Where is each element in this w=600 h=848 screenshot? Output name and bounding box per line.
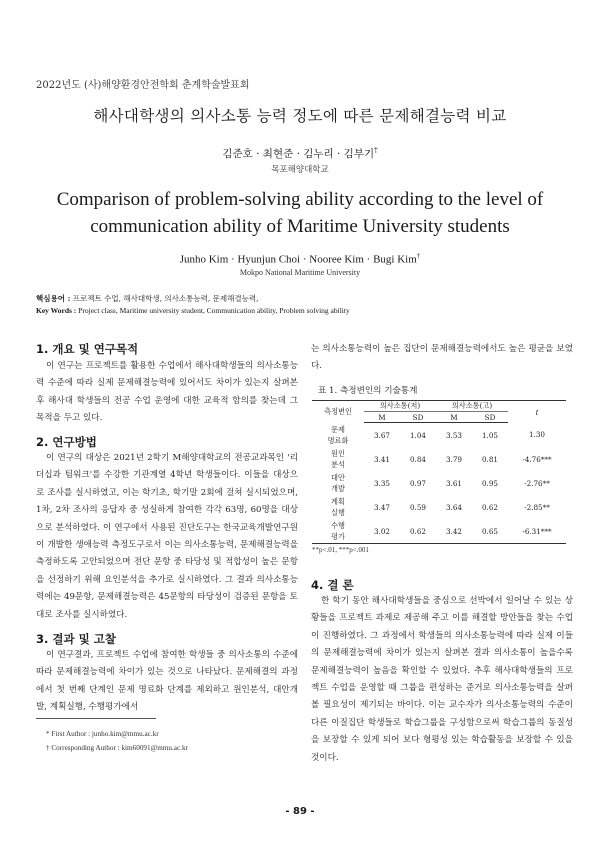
table-header-m-low: M — [364, 412, 400, 423]
keywords-english-text: Project class, Maritime university student, Communication ability, Problem solving ability — [78, 306, 350, 315]
authors-korean-names: 김준호 · 최현준 · 김누리 · 김부기 — [222, 148, 375, 160]
section-1-text: 이 연구는 프로젝트를 활용한 수업에서 해사대학생들의 의사소통능력 수준에 따라 실제 문제해결능력에 있어서도 차이가 있는지 살펴본 후 해사대 학생들의 전공 수업 운영에 대한 교육적 함의를 찾는데 그 목적을 두고 있다. — [36, 361, 298, 424]
stats-table — [312, 400, 566, 544]
table-cell-variable: 원인 분석 — [331, 449, 345, 469]
table-cell-variable: 대안 개발 — [331, 473, 345, 493]
table-header-low: 의사소통(저) — [364, 401, 436, 412]
footnote-corresponding-author-text: Corresponding Author : kim60091@mmu.ac.kr — [51, 744, 188, 752]
authors-korean — [0, 146, 600, 161]
table-row — [312, 519, 566, 544]
table-header-t: t — [508, 401, 566, 423]
table-cell: 3.47 — [373, 502, 390, 512]
section-4-text: 한 학기 동안 해사대학생들을 중심으로 선박에서 일어날 수 있는 상황들을 프로젝트 과제로 제공해 주고 이를 해결할 방안들을 찾는 수업이 진행하였다. 그 과정에서 학생들의 의사소통능력에 따라 실제 이들의 문제해결능력에 차이가 있는지 살펴본 결과 의사소통이 높을수록 문제해결능력이 높음을 확인할 수 있었다. 추후 해사대학생들의 프로젝트 수업을 운영할 때 그룹을 편성하는 준거로 의사소통능력을 살펴볼 필요성이 제기되는 바이다. 이는 교수자가 의사소통능력의 수준이 다른 이질집단 학생들로 학습그룹을 구성함으로써 학습그룹의 동질성을 보장할 수 있게 되어 보다 형평성 있는 학습활동을 보장할 수 있을 것이다. — [311, 596, 573, 763]
table-cell: 3.67 — [373, 430, 390, 440]
table-header-sd-high: SD — [472, 412, 508, 423]
table-cell-variable: 계획 실행 — [331, 497, 345, 517]
table-cell: 3.53 — [445, 430, 462, 440]
stats-table-wrapper — [312, 400, 566, 554]
table-cell: 0.97 — [409, 478, 426, 488]
footnote-corresponding-author-mark: † — [46, 744, 50, 752]
table-cell: 0.84 — [409, 454, 426, 464]
table-cell: 3.02 — [364, 519, 400, 544]
section-3-heading: 3. 결과 및 고찰 — [36, 632, 116, 646]
title-english-line1: Comparison of problem-solving ability according to the level of — [56, 189, 544, 210]
table-cell: 0.81 — [481, 454, 498, 464]
footnote-first-author-text: First Author : junho.kim@mmu.ac.kr — [51, 730, 159, 738]
table-cell: 1.04 — [409, 430, 426, 440]
section-3-text: 이 연구결과, 프로젝트 수업에 참여한 학생들 중 의사소통의 수준에 따라 문제해결능력에 차이가 있는 것으로 나타났다. 문제해결의 과정에서 첫 번째 단계인 문제 명료화 단계를 제외하고 원인분석, 대안개발, 계획실행, 수행평가에서 — [36, 650, 298, 713]
page-number: - 89 - — [285, 806, 315, 817]
authors-english — [0, 252, 600, 266]
table-cell-t: -4.76*** — [522, 454, 552, 464]
section-2-text: 이 연구의 대상은 2021년 2학기 M해양대학교의 전공교과목인 '리더십과 팀워크'를 수강한 기관계열 4학년 학생들이다. 이들을 대상으로 조사를 실시하였고, 이는 학기초, 학기말 2회에 걸쳐 실시되었으며, 1차, 2차 조사의 응답자 중 성실하게 참여한 각각 63명, 60명을 대상으로 분석하였다. 이 연구에서 사용된 진단도구는 한국교육개발연구원이 개발한 생애능력 측정도구로서 이는 의사소통능력, 문제해결능력을 측정하도록 고안되었으며 전단 문항 중 타당성 및 적합성이 높은 문항을 선정하기 위해 요인분석을 추가로 실시하였다. 그 결과 의사소통능력에는 49문항, 문제해결능력은 45문항의 타당성이 검증된 문항을 토대로 조사를 실시하였다. — [36, 453, 298, 620]
table-cell-variable: 수행 평가 — [312, 519, 364, 544]
footnote-corresponding-author — [46, 744, 188, 752]
conference-header: 2022년도 (사)해양환경안전학회 춘계학술발표회 — [36, 80, 250, 91]
table-row — [312, 423, 566, 448]
table-header-high: 의사소통(고) — [436, 401, 508, 412]
table-header-variable: 측정변인 — [312, 401, 364, 423]
table-cell: 3.64 — [445, 502, 462, 512]
table-cell: 3.35 — [373, 478, 390, 488]
footnote-divider — [36, 718, 156, 719]
table-cell: 0.62 — [400, 519, 436, 544]
authors-english-names: Junho Kim · Hyunjun Choi · Nooree Kim · Bugi Kim — [179, 253, 417, 266]
keywords-english — [36, 306, 566, 315]
table-cell: 3.42 — [436, 519, 472, 544]
table-cell: 3.79 — [445, 454, 462, 464]
section-2-heading: 2. 연구방법 — [36, 435, 97, 449]
keywords-korean — [36, 293, 566, 304]
table-note: **p<.01, ***p<.001 — [312, 546, 369, 554]
title-english — [40, 186, 560, 240]
table-row — [312, 447, 566, 471]
keywords-korean-label: 핵심용어 : — [36, 294, 71, 303]
table-cell: 3.61 — [445, 478, 462, 488]
table-header-m-high: M — [436, 412, 472, 423]
keywords-korean-text: 프로젝트 수업, 해사대학생, 의사소통능력, 문제해결능력, — [72, 294, 259, 303]
table-cell-variable: 문제 명료화 — [327, 424, 349, 445]
table-cell: 0.95 — [481, 478, 498, 488]
title-korean: 해사대학생의 의사소통 능력 정도에 따른 문제해결능력 비교 — [93, 107, 507, 125]
authors-english-mark: † — [416, 252, 421, 260]
table-cell: 0.59 — [409, 502, 426, 512]
section-3-continued: 는 의사소통능력이 높은 집단이 문제해결능력에서도 높은 평균을 보였다. — [311, 344, 573, 372]
table-cell-t: -2.76** — [524, 478, 550, 488]
footnote-first-author-mark: * — [46, 730, 50, 738]
section-4-heading: 4. 결 론 — [311, 578, 354, 592]
table-cell: 0.65 — [472, 519, 508, 544]
table-cell: 3.41 — [373, 454, 390, 464]
table-cell-t: -2.85** — [524, 502, 550, 512]
section-1-heading: 1. 개요 및 연구목적 — [36, 342, 139, 356]
authors-korean-mark: † — [374, 146, 378, 155]
keywords-english-label: Key Words : — [36, 306, 77, 315]
title-english-line2: communication ability of Maritime University students — [90, 216, 510, 237]
table-cell-t: -6.31*** — [508, 519, 566, 544]
affiliation-korean: 목포해양대학교 — [271, 165, 329, 175]
table-cell: 1.05 — [481, 430, 498, 440]
table-row — [312, 471, 566, 495]
table-caption: 표 1. 측정변인의 기술통계 — [318, 386, 418, 396]
table-cell-t: 1.30 — [528, 430, 545, 440]
table-header-sd-low: SD — [400, 412, 436, 423]
table-row — [312, 495, 566, 519]
table-cell: 0.62 — [481, 502, 498, 512]
footnote-first-author — [46, 730, 159, 738]
affiliation-english: Mokpo National Maritime University — [239, 268, 361, 277]
